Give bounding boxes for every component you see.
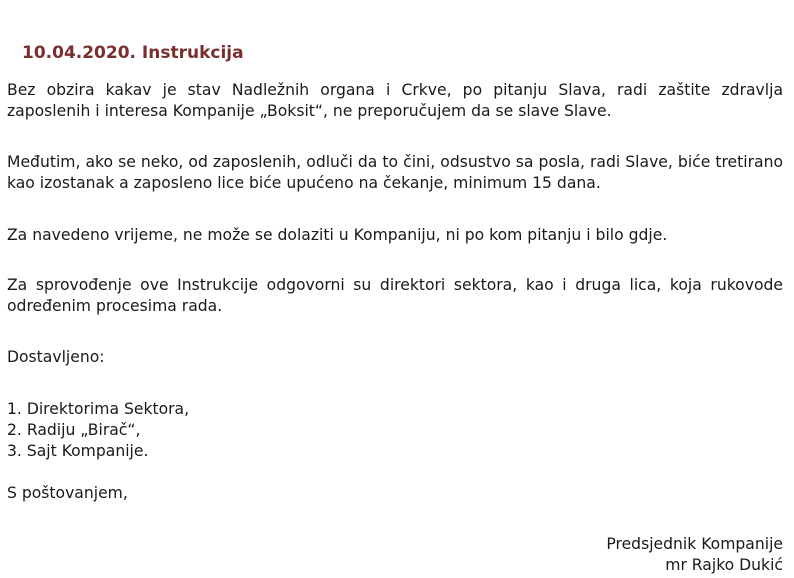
document-title: 10.04.2020. Instrukcija [22, 43, 244, 63]
paragraph-delivered-to-label: Dostavljeno: [7, 348, 105, 366]
recipient-list [7, 399, 189, 462]
list-item: 3. Sajt Kompanije. [7, 442, 149, 460]
list-item: 2. Radiju „Birač“, [7, 421, 141, 439]
closing-salutation: S poštovanjem, [7, 484, 128, 502]
paragraph-recommendation: Bez obzira kakav je stav Nadležnih organa i Crkve, po pitanju Slava, radi zaštite zdravlja zaposlenih i interesa Kompanije „Boksit“, ne preporučujem da se slave Slave. [7, 81, 783, 120]
paragraph-responsibility: Za sprovođenje ove Instrukcije odgovorni su direktori sektora, kao i druga lica, koja rukovode određenim procesima rada. [7, 276, 783, 315]
signature-position: Predsjednik Kompanije [606, 535, 783, 553]
signature-name: mr Rajko Dukić [665, 556, 783, 574]
paragraph-absence-consequence: Međutim, ako se neko, od zaposlenih, odluči da to čini, odsustvo sa posla, radi Slave, biće tretirano kao izostanak a zaposleno lice biće upućeno na čekanje, minimum 15 dana. [7, 153, 783, 192]
paragraph-access-restriction: Za navedeno vrijeme, ne može se dolaziti u Kompaniju, ni po kom pitanju i bilo gdje. [7, 226, 668, 244]
list-item: 1. Direktorima Sektora, [7, 400, 190, 418]
signature-block [606, 534, 783, 576]
